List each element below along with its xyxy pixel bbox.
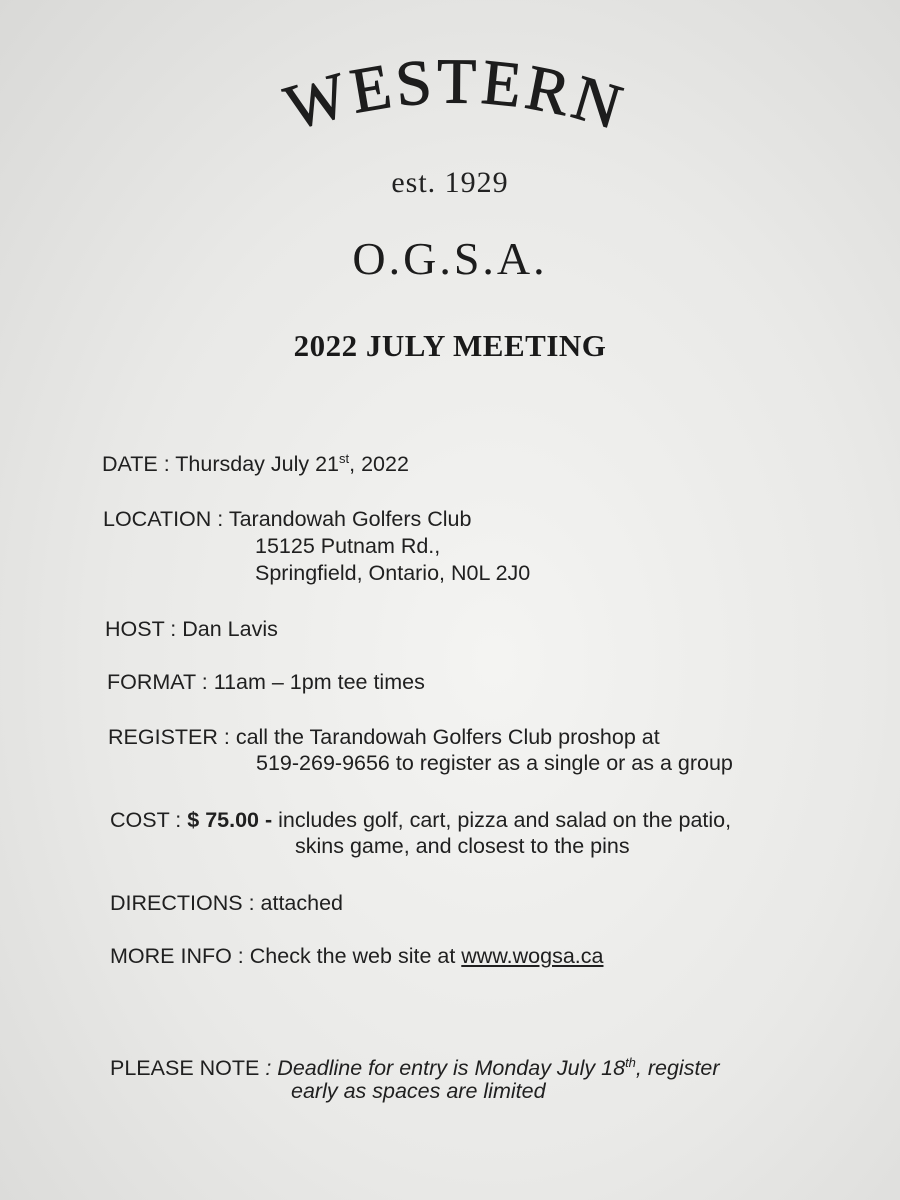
date-value: Thursday July 21	[175, 452, 339, 477]
format-row	[107, 670, 425, 695]
directions-row	[110, 891, 343, 916]
moreinfo-label: MORE INFO :	[110, 944, 250, 968]
website-link[interactable]: www.wogsa.ca	[461, 944, 604, 968]
note-line2: early as spaces are limited	[291, 1079, 546, 1103]
note-line1-end: , register	[635, 1056, 720, 1081]
cost-label: COST :	[110, 808, 188, 832]
note-suffix: th	[625, 1055, 636, 1070]
note-row	[110, 1055, 720, 1081]
location-line2: 15125 Putnam Rd.,	[255, 534, 441, 558]
format-label: FORMAT :	[107, 670, 214, 694]
register-row	[108, 725, 660, 750]
location-label: LOCATION :	[103, 507, 229, 531]
host-value: Dan Lavis	[182, 617, 278, 641]
date-year: , 2022	[349, 452, 409, 477]
org-acronym: O.G.S.A.	[352, 233, 548, 284]
meeting-title: 2022 JULY MEETING	[293, 328, 607, 363]
format-value: 11am – 1pm tee times	[213, 670, 425, 694]
cost-line2: skins game, and closest to the pins	[295, 834, 630, 858]
established-year: est. 1929	[391, 166, 509, 199]
register-line1: call the Tarandowah Golfers Club proshop at	[235, 725, 660, 749]
location-line1: Tarandowah Golfers Club	[228, 507, 472, 531]
western-title-text: WESTERN	[277, 45, 634, 144]
western-arched-title	[0, 0, 900, 260]
date-suffix: st	[339, 451, 350, 466]
host-label: HOST :	[105, 617, 183, 641]
cost-row	[110, 808, 731, 833]
location-line3: Springfield, Ontario, N0L 2J0	[255, 561, 531, 585]
cost-line1: includes golf, cart, pizza and salad on the patio,	[272, 808, 732, 832]
location-row	[103, 507, 471, 532]
note-line1: : Deadline for entry is Monday July 18	[265, 1056, 626, 1081]
date-row	[102, 451, 409, 477]
moreinfo-value: Check the web site at	[249, 944, 462, 968]
moreinfo-row	[110, 944, 603, 969]
cost-amount: $ 75.00 -	[187, 808, 273, 832]
date-label: DATE :	[102, 452, 176, 477]
register-line2: 519-269-9656 to register as a single or as a group	[256, 751, 733, 775]
note-label: PLEASE NOTE	[110, 1056, 266, 1081]
register-label: REGISTER :	[108, 725, 236, 749]
host-row	[105, 617, 278, 642]
directions-label: DIRECTIONS :	[110, 891, 261, 915]
directions-value: attached	[260, 891, 343, 915]
